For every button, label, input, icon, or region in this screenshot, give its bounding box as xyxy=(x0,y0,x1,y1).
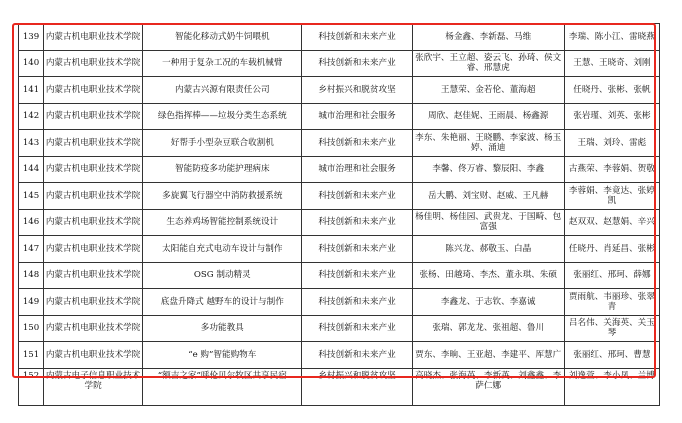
track-cell: 科技创新和未来产业 xyxy=(302,24,412,51)
project-cell: 太阳能自充式电动车设计与制作 xyxy=(143,236,302,263)
advisors-cell: 李瑞、陈小江、雷晓燕 xyxy=(564,24,659,51)
row-number: 147 xyxy=(19,236,44,263)
row-number: 145 xyxy=(19,183,44,210)
advisors-cell: 贾雨航、韦丽珍、张翠青 xyxy=(564,289,659,316)
track-cell: 乡村振兴和脱贫攻坚 xyxy=(302,368,412,405)
competition-table-container xyxy=(18,23,666,406)
members-cell: 李东、朱艳丽、王晓鹏、李家波、杨玉婷、涌迪 xyxy=(412,130,564,157)
advisors-cell: 张丽红、邢珂、曹慧 xyxy=(564,342,659,369)
school-cell: 内蒙古机电职业技术学院 xyxy=(44,183,143,210)
members-cell: 高晓杰、张海英、李新英、刘鑫鑫、李萨仁娜 xyxy=(412,368,564,405)
table-row xyxy=(19,236,660,263)
school-cell: 内蒙古机电职业技术学院 xyxy=(44,130,143,157)
school-cell: 内蒙古机电职业技术学院 xyxy=(44,103,143,130)
row-number: 144 xyxy=(19,156,44,183)
project-cell: 内蒙古兴源有限责任公司 xyxy=(143,77,302,104)
row-number: 139 xyxy=(19,24,44,51)
table-row xyxy=(19,156,660,183)
row-number: 151 xyxy=(19,342,44,369)
table-row xyxy=(19,368,660,405)
advisors-cell: 赵双双、赵慧娟、辛兴 xyxy=(564,209,659,236)
track-cell: 科技创新和未来产业 xyxy=(302,262,412,289)
school-cell: 内蒙古机电职业技术学院 xyxy=(44,24,143,51)
advisors-cell: 任晓丹、张彬、张帆 xyxy=(564,77,659,104)
track-cell: 科技创新和未来产业 xyxy=(302,289,412,316)
track-cell: 科技创新和未来产业 xyxy=(302,50,412,77)
table-row xyxy=(19,262,660,289)
table-row xyxy=(19,183,660,210)
project-cell: “额吉之家”呼伦贝尔牧区共享民宿 xyxy=(143,368,302,405)
table-row xyxy=(19,50,660,77)
members-cell: 陈兴龙、郝敬玉、白晶 xyxy=(412,236,564,263)
school-cell: 内蒙古机电职业技术学院 xyxy=(44,262,143,289)
track-cell: 乡村振兴和脱贫攻坚 xyxy=(302,77,412,104)
advisors-cell: 张岩瑾、刘英、张彬 xyxy=(564,103,659,130)
track-cell: 科技创新和未来产业 xyxy=(302,236,412,263)
members-cell: 王慧荣、金若伦、董海超 xyxy=(412,77,564,104)
table-row xyxy=(19,130,660,157)
track-cell: 科技创新和未来产业 xyxy=(302,209,412,236)
project-cell: 多旋翼飞行器空中消防救援系统 xyxy=(143,183,302,210)
track-cell: 科技创新和未来产业 xyxy=(302,130,412,157)
project-cell: 多功能教具 xyxy=(143,315,302,342)
school-cell: 内蒙古机电职业技术学院 xyxy=(44,77,143,104)
project-cell: OSG 制动精灵 xyxy=(143,262,302,289)
school-cell: 内蒙古机电职业技术学院 xyxy=(44,342,143,369)
project-cell: 好帮手小型杂豆联合收割机 xyxy=(143,130,302,157)
members-cell: 李馨、佟万睿、黎辰阳、李鑫 xyxy=(412,156,564,183)
project-cell: 一种用于复杂工况的车载机械臂 xyxy=(143,50,302,77)
row-number: 148 xyxy=(19,262,44,289)
members-cell: 李鑫龙、于志钦、李嘉诚 xyxy=(412,289,564,316)
advisors-cell: 张丽红、邢珂、薛娜 xyxy=(564,262,659,289)
track-cell: 科技创新和未来产业 xyxy=(302,342,412,369)
school-cell: 内蒙古机电职业技术学院 xyxy=(44,209,143,236)
row-number: 143 xyxy=(19,130,44,157)
school-cell: 内蒙古机电职业技术学院 xyxy=(44,315,143,342)
advisors-cell: 王瑞、刘玲、雷彪 xyxy=(564,130,659,157)
row-number: 142 xyxy=(19,103,44,130)
project-cell: 智能防疫多功能护理病床 xyxy=(143,156,302,183)
members-cell: 杨金鑫、李新磊、马维 xyxy=(412,24,564,51)
project-cell: “e 购”智能购物车 xyxy=(143,342,302,369)
row-number: 141 xyxy=(19,77,44,104)
school-cell: 内蒙古机电职业技术学院 xyxy=(44,236,143,263)
row-number: 152 xyxy=(19,368,44,405)
advisors-cell: 古燕荣、李蓉娟、贺敬 xyxy=(564,156,659,183)
table-body xyxy=(19,24,660,406)
table-row xyxy=(19,103,660,130)
school-cell: 内蒙古机电职业技术学院 xyxy=(44,50,143,77)
projects-table xyxy=(18,23,660,406)
project-cell: 生态养鸡场智能控制系统设计 xyxy=(143,209,302,236)
advisors-cell: 王慧、王晓奇、刘刚 xyxy=(564,50,659,77)
project-cell: 底盘升降式 越野车的设计与制作 xyxy=(143,289,302,316)
members-cell: 岳大鹏、刘宝财、赵威、王凡赫 xyxy=(412,183,564,210)
advisors-cell: 刘逸萱、李小凤、兰博 xyxy=(564,368,659,405)
row-number: 140 xyxy=(19,50,44,77)
school-cell: 内蒙古电子信息职业技术学院 xyxy=(44,368,143,405)
row-number: 146 xyxy=(19,209,44,236)
members-cell: 杨佳明、杨佳园、武贵龙、于国畸、包富强 xyxy=(412,209,564,236)
school-cell: 内蒙古机电职业技术学院 xyxy=(44,289,143,316)
table-row xyxy=(19,209,660,236)
track-cell: 城市治理和社会服务 xyxy=(302,103,412,130)
members-cell: 张杨、田越琦、李杰、董永琪、朱硕 xyxy=(412,262,564,289)
members-cell: 周欣、赵佳妮、王雨晨、杨鑫源 xyxy=(412,103,564,130)
table-row xyxy=(19,24,660,51)
advisors-cell: 任晓丹、肖延昌、张彬 xyxy=(564,236,659,263)
row-number: 149 xyxy=(19,289,44,316)
members-cell: 张瑞、郭龙龙、张祖超、鲁川 xyxy=(412,315,564,342)
advisors-cell: 李蓉娟、李竟达、张婷凯 xyxy=(564,183,659,210)
school-cell: 内蒙古机电职业技术学院 xyxy=(44,156,143,183)
table-row xyxy=(19,289,660,316)
table-row xyxy=(19,342,660,369)
advisors-cell: 吕名伟、关海英、关玉琴 xyxy=(564,315,659,342)
table-row xyxy=(19,315,660,342)
members-cell: 张欣宇、王立超、姿云飞、孙琦、侯文睿、邢慧虎 xyxy=(412,50,564,77)
project-cell: 智能化移动式奶牛饲喂机 xyxy=(143,24,302,51)
table-row xyxy=(19,77,660,104)
project-cell: 绿色指挥棒——垃圾分类生态系统 xyxy=(143,103,302,130)
track-cell: 科技创新和未来产业 xyxy=(302,183,412,210)
track-cell: 科技创新和未来产业 xyxy=(302,315,412,342)
members-cell: 贾东、李晌、王亚超、李建平、厍慧广 xyxy=(412,342,564,369)
track-cell: 城市治理和社会服务 xyxy=(302,156,412,183)
row-number: 150 xyxy=(19,315,44,342)
